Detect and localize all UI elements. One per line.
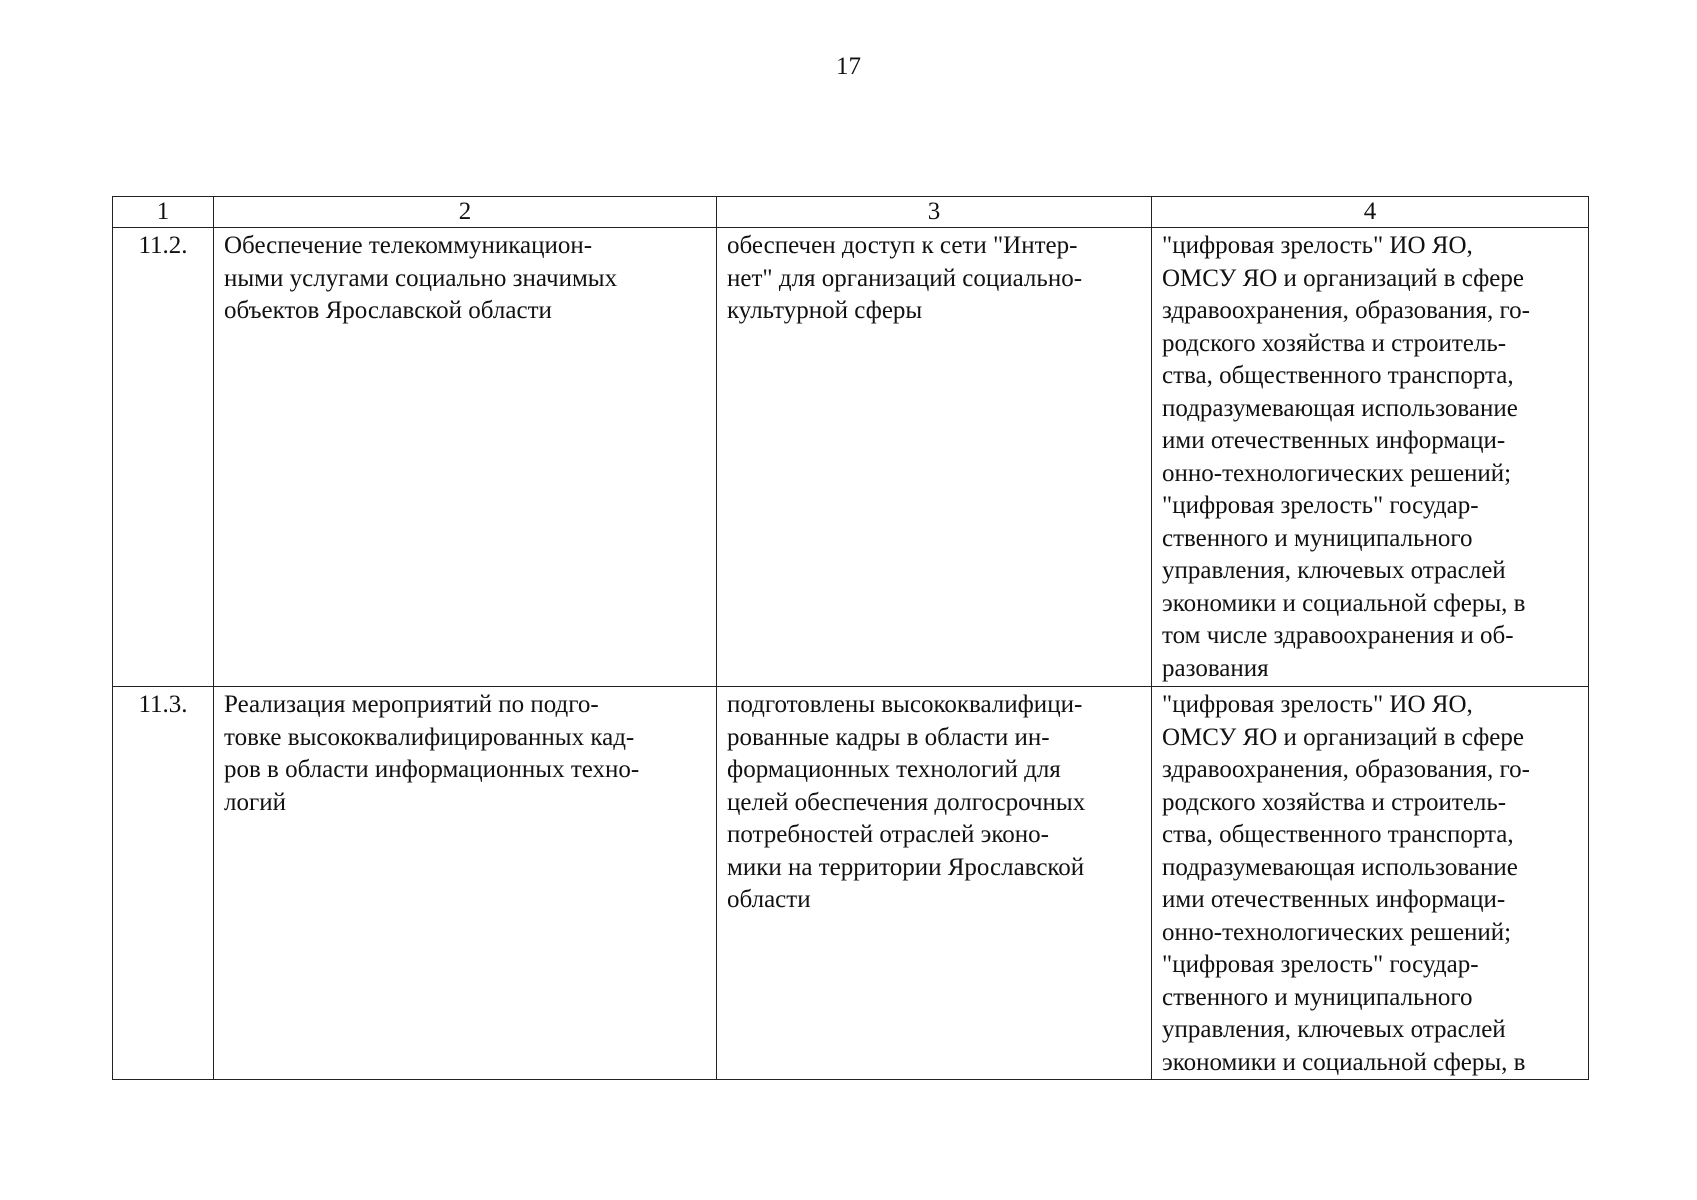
column-header-2: 2 (214, 197, 717, 228)
table-row (113, 687, 1589, 1080)
table-header-row (113, 197, 1589, 228)
table-row (113, 228, 1589, 687)
column-header-3: 3 (717, 197, 1152, 228)
measure-effect: "цифровая зрелость" ИО ЯО, ОМСУ ЯО и организаций в сфере здравоохранения, образования, го- родского хозяйства и строитель- ства, общественного транспорта, подразумевающая использование ими отечественных информаци- онно-технологических решений; "цифровая зрелость" государ- ственного и муниципального управления, ключевых отраслей экономики и социальной сферы, в (1152, 687, 1589, 1080)
measure-effect: "цифровая зрелость" ИО ЯО, ОМСУ ЯО и организаций в сфере здравоохранения, образования, го- родского хозяйства и строитель- ства, общественного транспорта, подразумевающая использование ими отечественных информаци- онно-технологических решений; "цифровая зрелость" государ- ственного и муниципального управления, ключевых отраслей экономики и социальной сферы, в том числе здравоохранения и об- разования (1152, 228, 1589, 687)
measure-result: подготовлены высококвалифици- рованные кадры в области ин- формационных технологий для целей обеспечения долгосрочных потребностей отраслей эконо- мики на территории Ярославской области (717, 687, 1152, 1080)
measure-name: Обеспечение телекоммуникацион- ными услугами социально значимых объектов Ярославской области (214, 228, 717, 687)
column-header-1: 1 (113, 197, 214, 228)
measure-result: обеспечен доступ к сети "Интер- нет" для организаций социально- культурной сферы (717, 228, 1152, 687)
row-number: 11.3. (113, 687, 214, 1080)
measure-name: Реализация мероприятий по подго- товке высококвалифицированных кад- ров в области информационных техно- логий (214, 687, 717, 1080)
column-header-4: 4 (1152, 197, 1589, 228)
measures-table (112, 196, 1589, 1080)
row-number: 11.2. (113, 228, 214, 687)
page-number: 17 (836, 53, 861, 80)
